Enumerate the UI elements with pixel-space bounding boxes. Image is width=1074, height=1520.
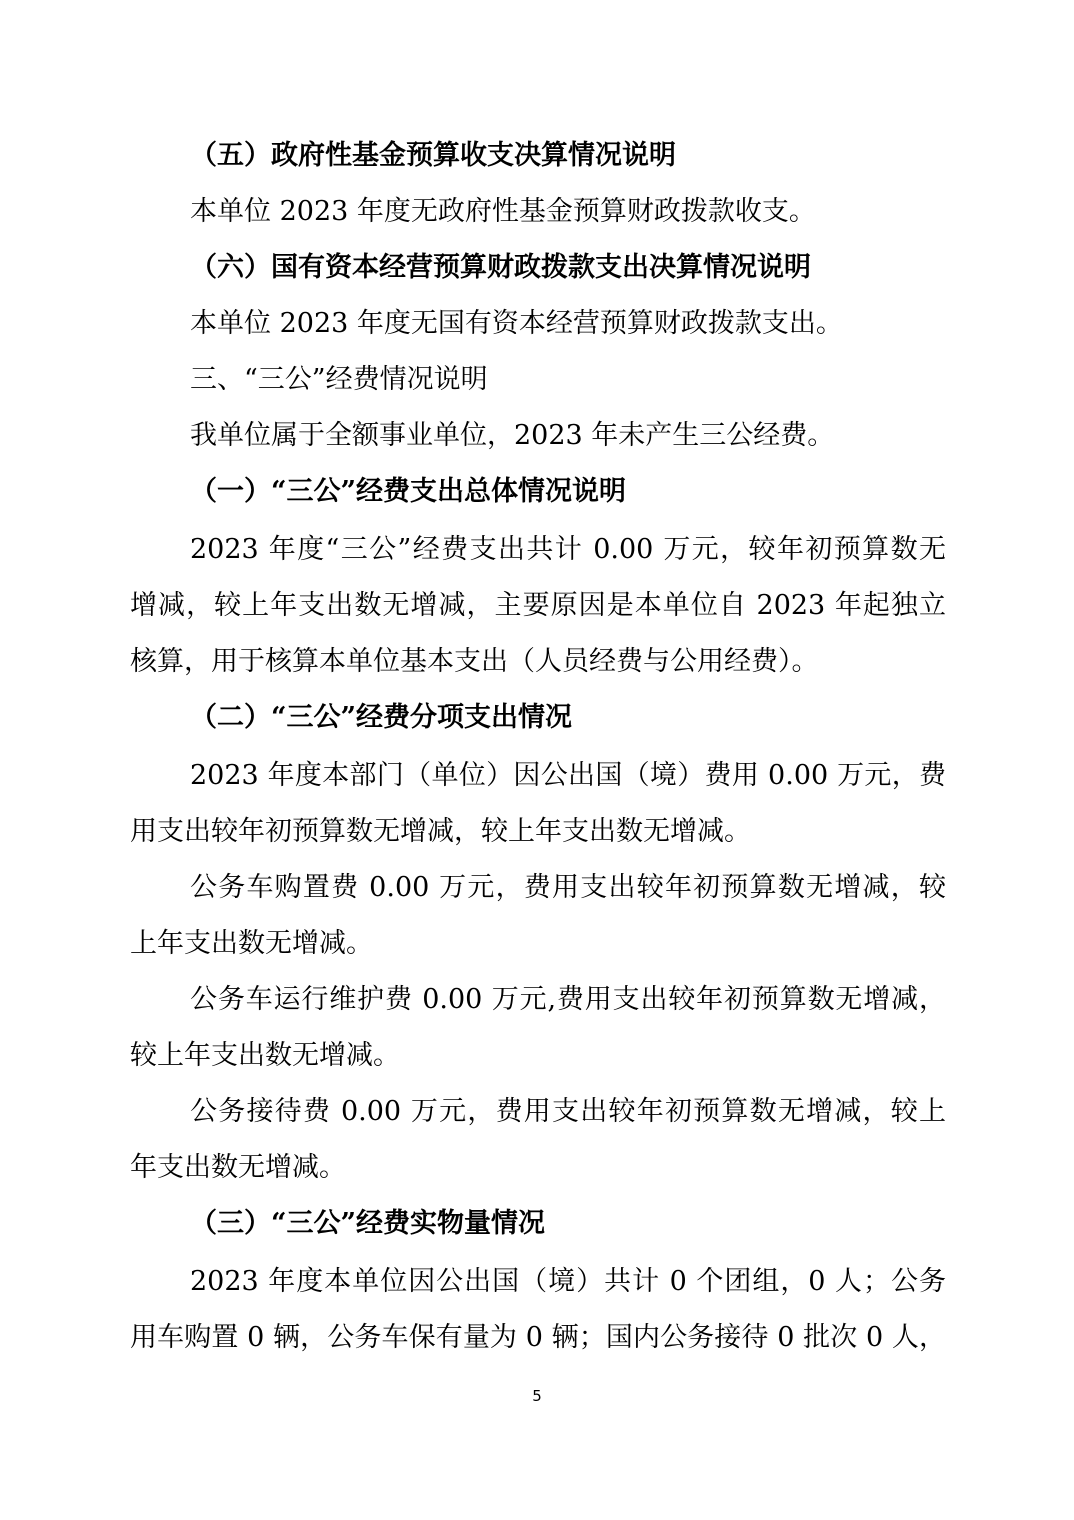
body-text-line: 本单位 2023 年度无政府性基金预算财政拨款收支。 bbox=[190, 196, 816, 227]
body-text-line: 公务接待费 0.00 万元，费用支出较年初预算数无增减，较上 bbox=[190, 1096, 946, 1127]
body-text-line: 三、“三公”经费情况说明 bbox=[190, 364, 488, 395]
body-text-line: 本单位 2023 年度无国有资本经营预算财政拨款支出。 bbox=[190, 308, 843, 339]
section-heading: （二）“三公”经费分项支出情况 bbox=[190, 702, 573, 733]
body-text-line: 增减，较上年支出数无增减，主要原因是本单位自 2023 年起独立 bbox=[130, 590, 946, 621]
body-text-line: 2023 年度本单位因公出国（境）共计 0 个团组，0 人；公务 bbox=[190, 1266, 946, 1297]
body-text-line: 上年支出数无增减。 bbox=[130, 928, 373, 959]
body-text-line: 核算，用于核算本单位基本支出（人员经费与公用经费）。 bbox=[130, 646, 819, 677]
body-text-line: 我单位属于全额事业单位，2023 年未产生三公经费。 bbox=[190, 420, 835, 451]
section-heading: （五）政府性基金预算收支决算情况说明 bbox=[190, 140, 676, 171]
body-text-line: 公务车运行维护费 0.00 万元,费用支出较年初预算数无增减， bbox=[190, 984, 946, 1015]
body-text-line: 用车购置 0 辆，公务车保有量为 0 辆；国内公务接待 0 批次 0 人， bbox=[130, 1322, 946, 1353]
body-text-line: 公务车购置费 0.00 万元，费用支出较年初预算数无增减，较 bbox=[190, 872, 946, 903]
page-number: 5 bbox=[532, 1387, 542, 1405]
body-text-line: 较上年支出数无增减。 bbox=[130, 1040, 400, 1071]
body-text-line: 用支出较年初预算数无增减，较上年支出数无增减。 bbox=[130, 816, 751, 847]
body-text-line: 2023 年度“三公”经费支出共计 0.00 万元，较年初预算数无 bbox=[190, 534, 946, 565]
body-text-line: 年支出数无增减。 bbox=[130, 1152, 346, 1183]
section-heading: （一）“三公”经费支出总体情况说明 bbox=[190, 476, 627, 507]
section-heading: （三）“三公”经费实物量情况 bbox=[190, 1208, 546, 1239]
section-heading: （六）国有资本经营预算财政拨款支出决算情况说明 bbox=[190, 252, 811, 283]
body-text-line: 2023 年度本部门（单位）因公出国（境）费用 0.00 万元，费 bbox=[190, 760, 946, 791]
